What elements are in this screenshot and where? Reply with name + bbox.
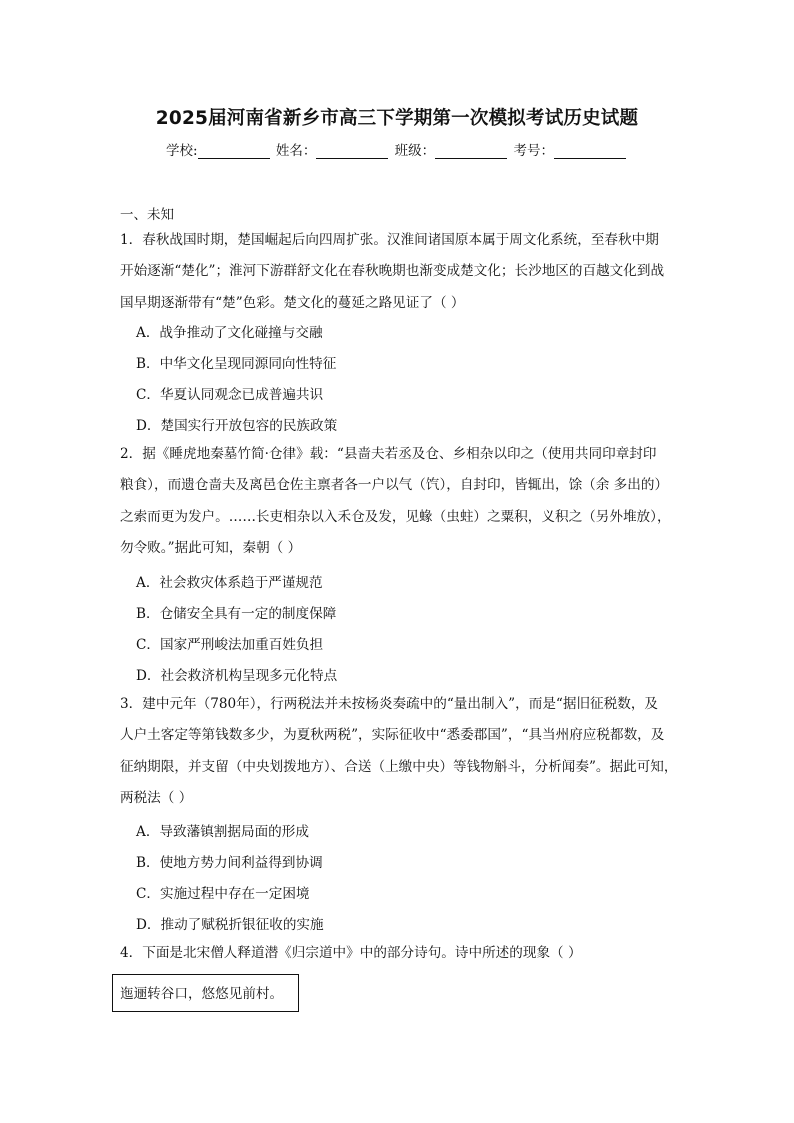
name-label: 姓名： xyxy=(275,143,317,159)
question-3-option-d[interactable]: D．推动了赋税折银征收的实施 xyxy=(136,917,324,933)
question-line: 开始逐渐“楚化”；淮河下游群舒文化在春秋晚期也渐变成楚文化；长沙地区的百越文化到战 xyxy=(120,263,665,280)
question-2-option-d[interactable]: D．社会救济机构呈现多元化特点 xyxy=(136,668,338,684)
question-3-option-c[interactable]: C．实施过程中存在一定困境 xyxy=(136,886,310,902)
question-line: 2．据《睡虎地秦墓竹简·仓律》载：“县啬夫若丞及仓、乡相杂以印之（使用共同印章封印 xyxy=(120,446,657,462)
question-line: 3．建中元年（780年），行两税法并未按杨炎奏疏中的“量出制入”，而是“据旧征税数，及 xyxy=(120,696,659,712)
question-3 xyxy=(120,689,680,814)
question-line: 勿令败。”据此可知，秦朝（ ） xyxy=(120,539,302,556)
question-2-option-b[interactable]: B．仓储安全具有一定的制度保障 xyxy=(136,606,337,622)
question-line: 1．春秋战国时期，楚国崛起后向四周扩张。汉淮间诸国原本属于周文化系统，至春秋中期 xyxy=(120,232,659,248)
number-field[interactable] xyxy=(554,144,626,159)
question-2-option-c[interactable]: C．国家严刑峻法加重百姓负担 xyxy=(136,637,324,653)
number-label: 考号： xyxy=(513,143,554,159)
school-label: 学校: xyxy=(166,143,198,159)
question-1-option-d[interactable]: D．楚国实行开放包容的民族政策 xyxy=(136,418,338,434)
question-2-option-a[interactable]: A．社会救灾体系趋于严谨规范 xyxy=(136,575,323,591)
question-2 xyxy=(120,439,680,564)
question-1 xyxy=(120,225,680,319)
student-info-row xyxy=(166,139,628,159)
question-1-option-b[interactable]: B．中华文化呈现同源同向性特征 xyxy=(136,356,337,372)
name-field[interactable] xyxy=(316,144,388,159)
question-line: 人户土客定等第钱数多少，为夏秋两税”，实际征收中“悉委郡国”，“具当州府应税都数，及 xyxy=(120,727,665,744)
question-line: 征纳期限，并支留（中央划拨地方）、合送（上缴中央）等钱物斛斗，分析闻奏”。据此可知， xyxy=(120,758,678,775)
question-line: 4．下面是北宋僧人释道潜《归宗道中》中的部分诗句。诗中所述的现象（ ） xyxy=(120,945,582,961)
question-line: 粮食），而遗仓啬夫及离邑仓佐主禀者各一户以气（饩），自封印，皆辄出，馀（余 多出的） xyxy=(120,477,669,494)
question-line: 两税法（ ） xyxy=(120,789,193,806)
question-line: 国早期逐渐带有“楚”色彩。楚文化的蔓延之路见证了（ ） xyxy=(120,294,465,311)
question-3-option-b[interactable]: B．使地方势力间利益得到协调 xyxy=(136,855,323,871)
question-1-option-a[interactable]: A．战争推动了文化碰撞与交融 xyxy=(136,325,323,341)
section-heading: 一、未知 xyxy=(120,207,174,223)
class-label: 班级： xyxy=(394,143,436,159)
question-1-option-c[interactable]: C．华夏认同观念已成普遍共识 xyxy=(136,387,324,403)
school-field[interactable] xyxy=(198,144,270,159)
question-3-option-a[interactable]: A．导致藩镇割据局面的形成 xyxy=(136,824,309,840)
question-line: 之索而更为发户。……长吏相杂以入禾仓及发，见蝝（虫蛀）之粟积，义积之（另外堆放）， xyxy=(120,508,671,525)
page-title: 2025届河南省新乡市高三下学期第一次模拟考试历史试题 xyxy=(155,108,639,129)
poem-box: 迤逦转谷口，悠悠见前村。 xyxy=(112,974,299,1012)
question-4 xyxy=(120,938,680,969)
class-field[interactable] xyxy=(435,144,507,159)
